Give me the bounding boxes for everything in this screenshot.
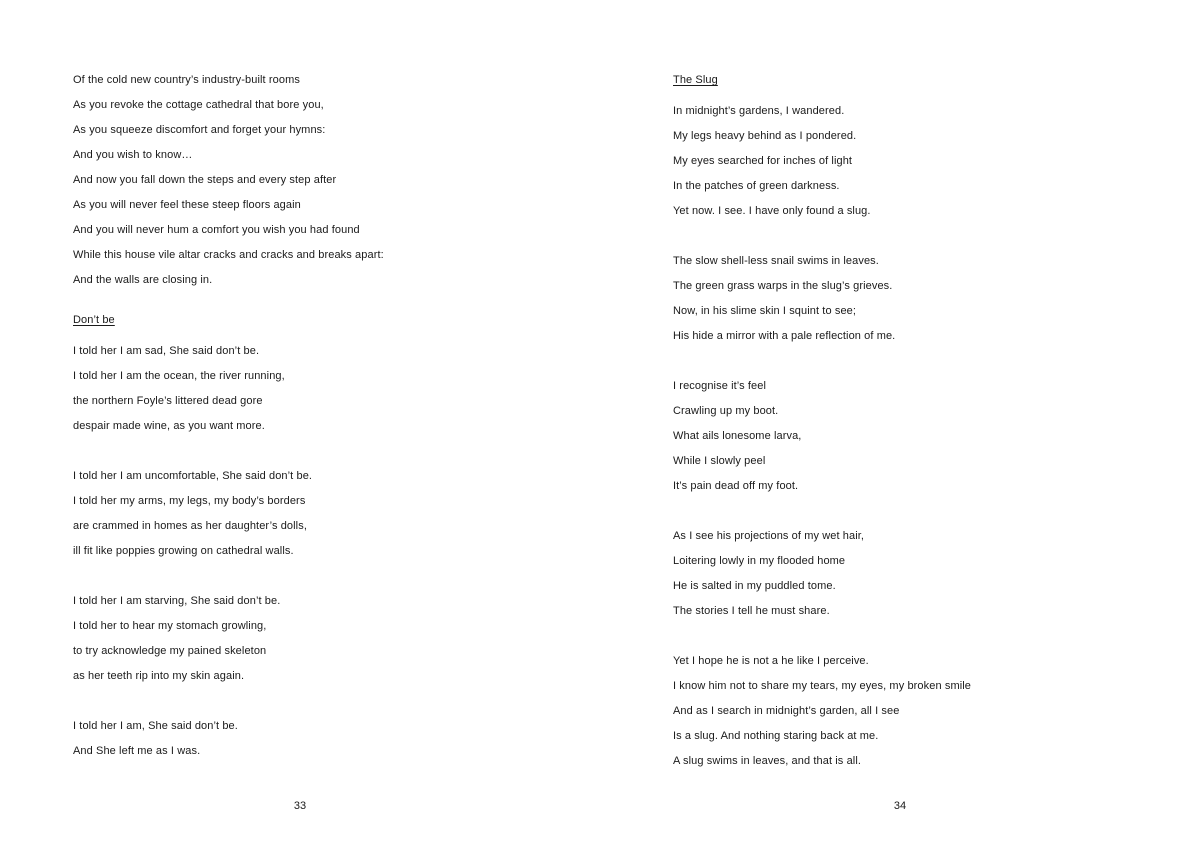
poem-line: He is salted in my puddled tome. [673,580,836,592]
poem-line: I told her my arms, my legs, my body’s borders [73,495,306,507]
poem-line: My legs heavy behind as I pondered. [673,130,857,142]
poem-title: The Slug [673,74,718,86]
poem-line: I told her I am uncomfortable, She said don’t be. [73,470,313,482]
poem-line: As you revoke the cottage cathedral that bore you, [73,99,324,111]
poem-line: While I slowly peel [673,455,766,467]
poem-line: to try acknowledge my pained skeleton [73,645,267,657]
poem-line: Is a slug. And nothing staring back at me. [673,730,879,742]
poem-line: I recognise it’s feel [673,380,767,392]
poem-line: The stories I tell he must share. [673,605,830,617]
poem-line: As I see his projections of my wet hair, [673,530,865,542]
poem-line: I told her I am starving, She said don’t be. [73,595,281,607]
poem-line: as her teeth rip into my skin again. [73,670,245,682]
poem-line: Loitering lowly in my flooded home [673,555,846,567]
poem-line: Yet now. I see. I have only found a slug. [673,205,871,217]
poem-line: It’s pain dead off my foot. [673,480,799,492]
poem-line: And the walls are closing in. [73,274,213,286]
poem-line: The slow shell-less snail swims in leaves. [673,255,879,267]
poem-line: A slug swims in leaves, and that is all. [673,755,862,767]
poem-line: ill fit like poppies growing on cathedral walls. [73,545,294,557]
poem-line: My eyes searched for inches of light [673,155,853,167]
poem-line: despair made wine, as you want more. [73,420,265,432]
poem-title: Don’t be [73,314,115,326]
poem-line: And as I search in midnight’s garden, all I see [673,705,900,717]
poem-line: Now, in his slime skin I squint to see; [673,305,857,317]
poem-line: In midnight’s gardens, I wandered. [673,105,845,117]
poem-line: What ails lonesome larva, [673,430,802,442]
poem-line: And you wish to know… [73,149,193,161]
poem-line: the northern Foyle’s littered dead gore [73,395,263,407]
page-number: 34 [893,800,907,812]
right-page [600,0,1200,849]
poem-line: I told her I am the ocean, the river running, [73,370,285,382]
poem-line: I told her I am, She said don’t be. [73,720,238,732]
poem-line: are crammed in homes as her daughter’s dolls, [73,520,307,532]
poem-line: And now you fall down the steps and every step after [73,174,337,186]
poem-line: Yet I hope he is not a he like I perceive. [673,655,869,667]
poem-line: I told her I am sad, She said don’t be. [73,345,260,357]
poem-line: Of the cold new country’s industry-built rooms [73,74,300,86]
poem-line: As you squeeze discomfort and forget your hymns: [73,124,326,136]
poem-line: I told her to hear my stomach growling, [73,620,267,632]
poem-line: As you will never feel these steep floors again [73,199,301,211]
poem-line: In the patches of green darkness. [673,180,840,192]
poem-line: While this house vile altar cracks and cracks and breaks apart: [73,249,384,261]
poem-line: And you will never hum a comfort you wish you had found [73,224,360,236]
poem-line: His hide a mirror with a pale reflection of me. [673,330,896,342]
poem-line: Crawling up my boot. [673,405,779,417]
poem-line: I know him not to share my tears, my eyes, my broken smile [673,680,972,692]
poem-line: And She left me as I was. [73,745,201,757]
poem-line: The green grass warps in the slug’s grieves. [673,280,893,292]
page-number: 33 [293,800,307,812]
